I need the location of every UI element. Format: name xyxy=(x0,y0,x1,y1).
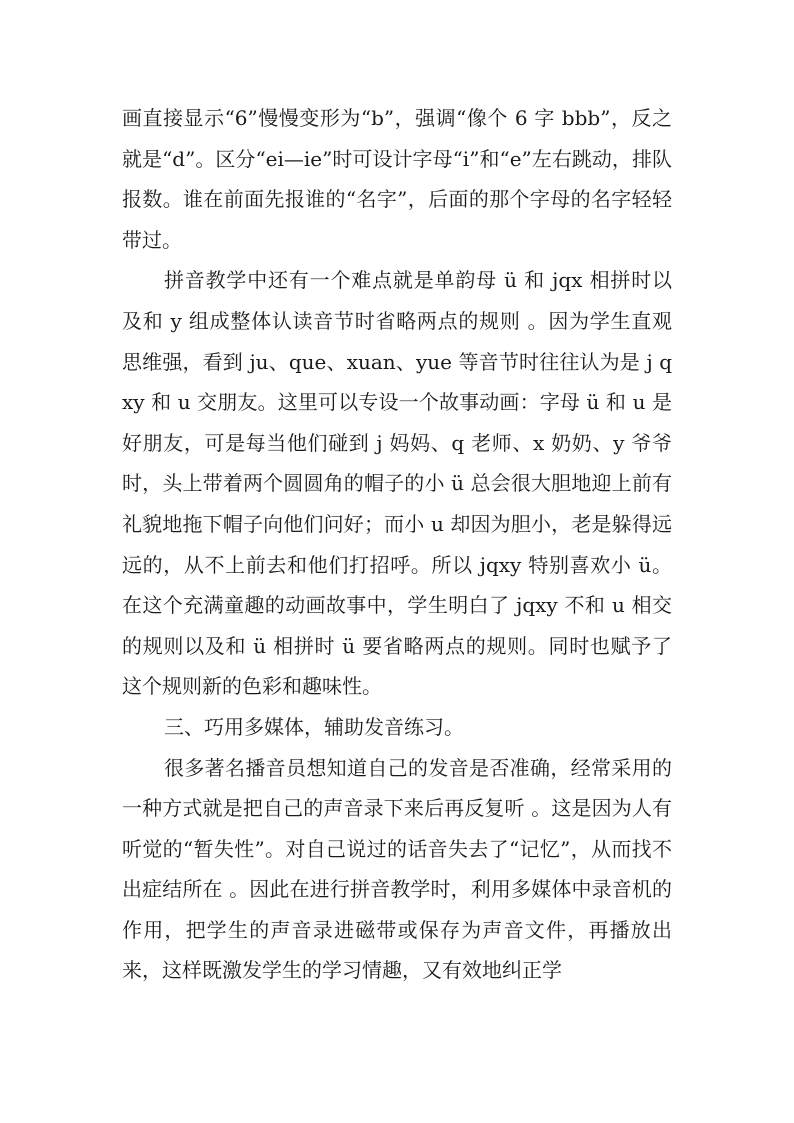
paragraph-continuation: 画直接显示“6”慢慢变形为“b”，强调“像个 6 字 bbb”，反之就是“d”。区分“ei—ie”时可设计字母“i”和“e”左右跳动，排队报数。谁在前面先报谁的“名字”，后面的那个字母的名字轻轻带过。 xyxy=(122,106,672,252)
paragraph-umlaut-rule: 拼音教学中还有一个难点就是单韵母 ü 和 jqx 相拼时以及和 y 组成整体认读音节时省略两点的规则 。因为学生直观思维强，看到 ju、que、xuan、yue 等音节时往往认为是 j qxy 和 u 交朋友。这里可以专设一个故事动画：字母 ü 和 u 是好朋友，可是每当他们碰到 j 妈妈、q 老师、x 奶奶、y 爷爷时，头上带着两个圆圆角的帽子的小 ü 总会很大胆地迎上前有礼貌地拖下帽子向他们问好；而小 u 却因为胆小，老是躲得远远的，从不上前去和他们打招呼。所以 jqxy 特别喜欢小 ü。在这个充满童趣的动画故事中，学生明白了 jqxy 不和 u 相交的规则以及和 ü 相拼时 ü 要省略两点的规则。同时也赋予了这个规则新的色彩和趣味性。 xyxy=(122,268,672,699)
section-heading-multimedia: 三、巧用多媒体，辅助发音练习。 xyxy=(164,714,464,739)
document-page xyxy=(122,98,672,991)
paragraph-recording-practice: 很多著名播音员想知道自己的发音是否准确，经常采用的一种方式就是把自己的声音录下来后再反复听 。这是因为人有听觉的“暂失性”。对自己说过的话音失去了“记忆”，从而找不出症结所在 。因此在进行拼音教学时，利用多媒体中录音机的作用，把学生的声音录进磁带或保存为声音文件，再播放出来，这样既激发学生的学习情趣，又有效地纠正学 xyxy=(122,755,672,983)
